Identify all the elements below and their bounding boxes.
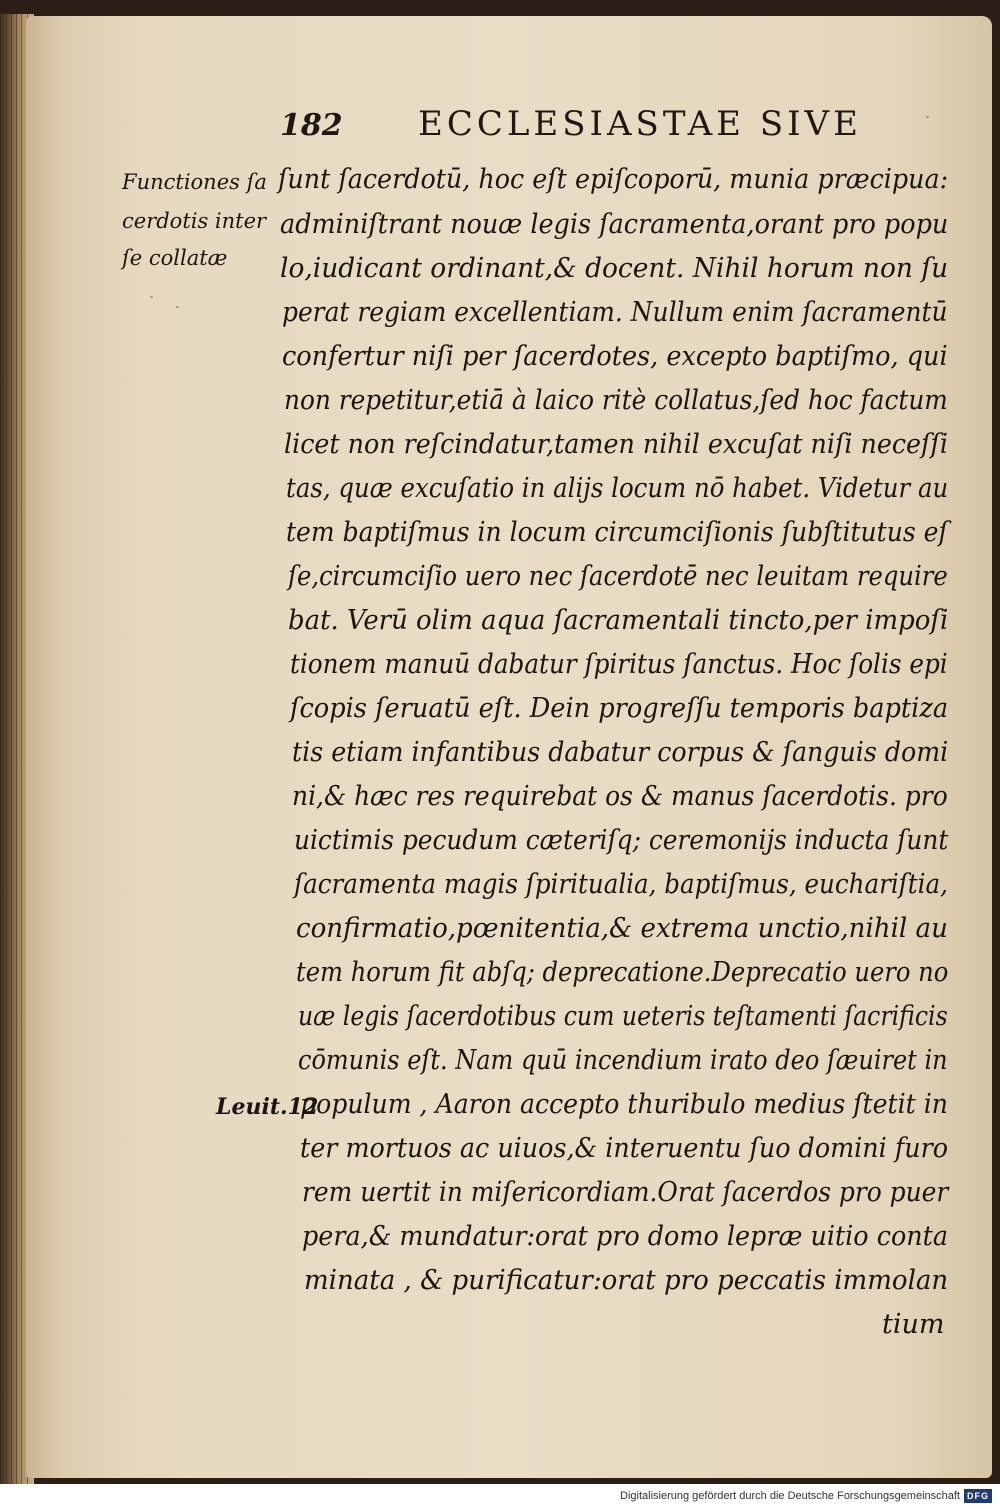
funding-credit: Digitalisierung gefördert durch die Deutsche Forschungsgemeinschaft	[620, 1490, 960, 1502]
margin-note: ſe collatæ	[122, 246, 228, 270]
body-line: uictimis pecudum cæteriſq; ceremonijs inducta ſunt	[294, 825, 949, 856]
catchword: tium	[882, 1309, 945, 1340]
body-line: confertur niſi per ſacerdotes, excepto baptiſmo, qui	[282, 341, 948, 372]
margin-note: cerdotis inter	[122, 209, 267, 233]
running-title: ECCLESIASTAE SIVE	[418, 104, 862, 144]
body-line: tas, quæ excuſatio in alijs locum nō habet. Videtur au	[286, 473, 949, 504]
body-line: pera,& mundatur:orat pro domo lepræ uitio conta	[302, 1221, 949, 1252]
margin-note: Functiones ſa	[122, 170, 267, 194]
page-number: 182	[280, 108, 343, 143]
body-line: ni,& hæc res requirebat os & manus ſacerdotis. pro	[292, 781, 948, 812]
body-line: cōmunis eſt. Nam quū incendium irato deo ſæuiret in	[298, 1045, 948, 1076]
body-line: tem baptiſmus in locum circumciſionis ſubſtitutus eſ	[286, 517, 948, 548]
running-header	[280, 96, 880, 146]
body-line: uæ legis ſacerdotibus cum ueteris teſtamenti ſacrificis	[298, 1001, 948, 1032]
body-line: ſe,circumciſio uero nec ſacerdotē nec leuitam require	[288, 561, 948, 592]
body-line: ſacramenta magis ſpiritualia, baptiſmus, euchariſtia,	[294, 869, 948, 900]
body-line: rem uertit in miſericordiam.Orat ſacerdos pro puer	[302, 1177, 949, 1208]
body-line: ſunt ſacerdotū, hoc eſt epiſcoporū, munia præcipua:	[278, 164, 949, 195]
body-line: tis etiam infantibus dabatur corpus & ſanguis domi	[292, 737, 949, 768]
body-line: ſcopis ſeruatū eſt. Dein progreſſu temporis baptiza	[290, 693, 949, 724]
body-line: minata , & purificatur:orat pro peccatis immolan	[304, 1265, 949, 1296]
body-line: ter mortuos ac uiuos,& interuentu ſuo domini furo	[300, 1133, 949, 1164]
digitization-footer	[0, 1484, 1000, 1509]
dfg-logo: DFG	[964, 1489, 992, 1503]
margin-note: Leuit.12	[216, 1094, 319, 1120]
body-line: tionem manuū dabatur ſpiritus ſanctus. Hoc ſolis epi	[290, 649, 948, 680]
body-line: populum , Aaron accepto thuribulo medius ſtetit in	[300, 1089, 948, 1120]
body-line: lo,iudicant ordinant,& docent. Nihil horum non ſu	[280, 253, 949, 284]
body-line: tem horum fit abſq; deprecatione.Deprecatio uero no	[296, 957, 949, 988]
body-line: confirmatio,pœnitentia,& extrema unctio,nihil au	[296, 913, 948, 944]
body-line: perat regiam excellentiam. Nullum enim ſacramentū	[282, 297, 948, 328]
body-line: adminiſtrant nouæ legis ſacramenta,orant pro popu	[280, 209, 949, 240]
body-line: bat. Verū olim aqua ſacramentali tincto,per impoſi	[288, 605, 949, 636]
body-line: non repetitur,etiā à laico ritè collatus,ſed hoc factum	[284, 385, 948, 416]
body-line: licet non reſcindatur,tamen nihil excuſat niſi neceſſi	[284, 429, 948, 460]
